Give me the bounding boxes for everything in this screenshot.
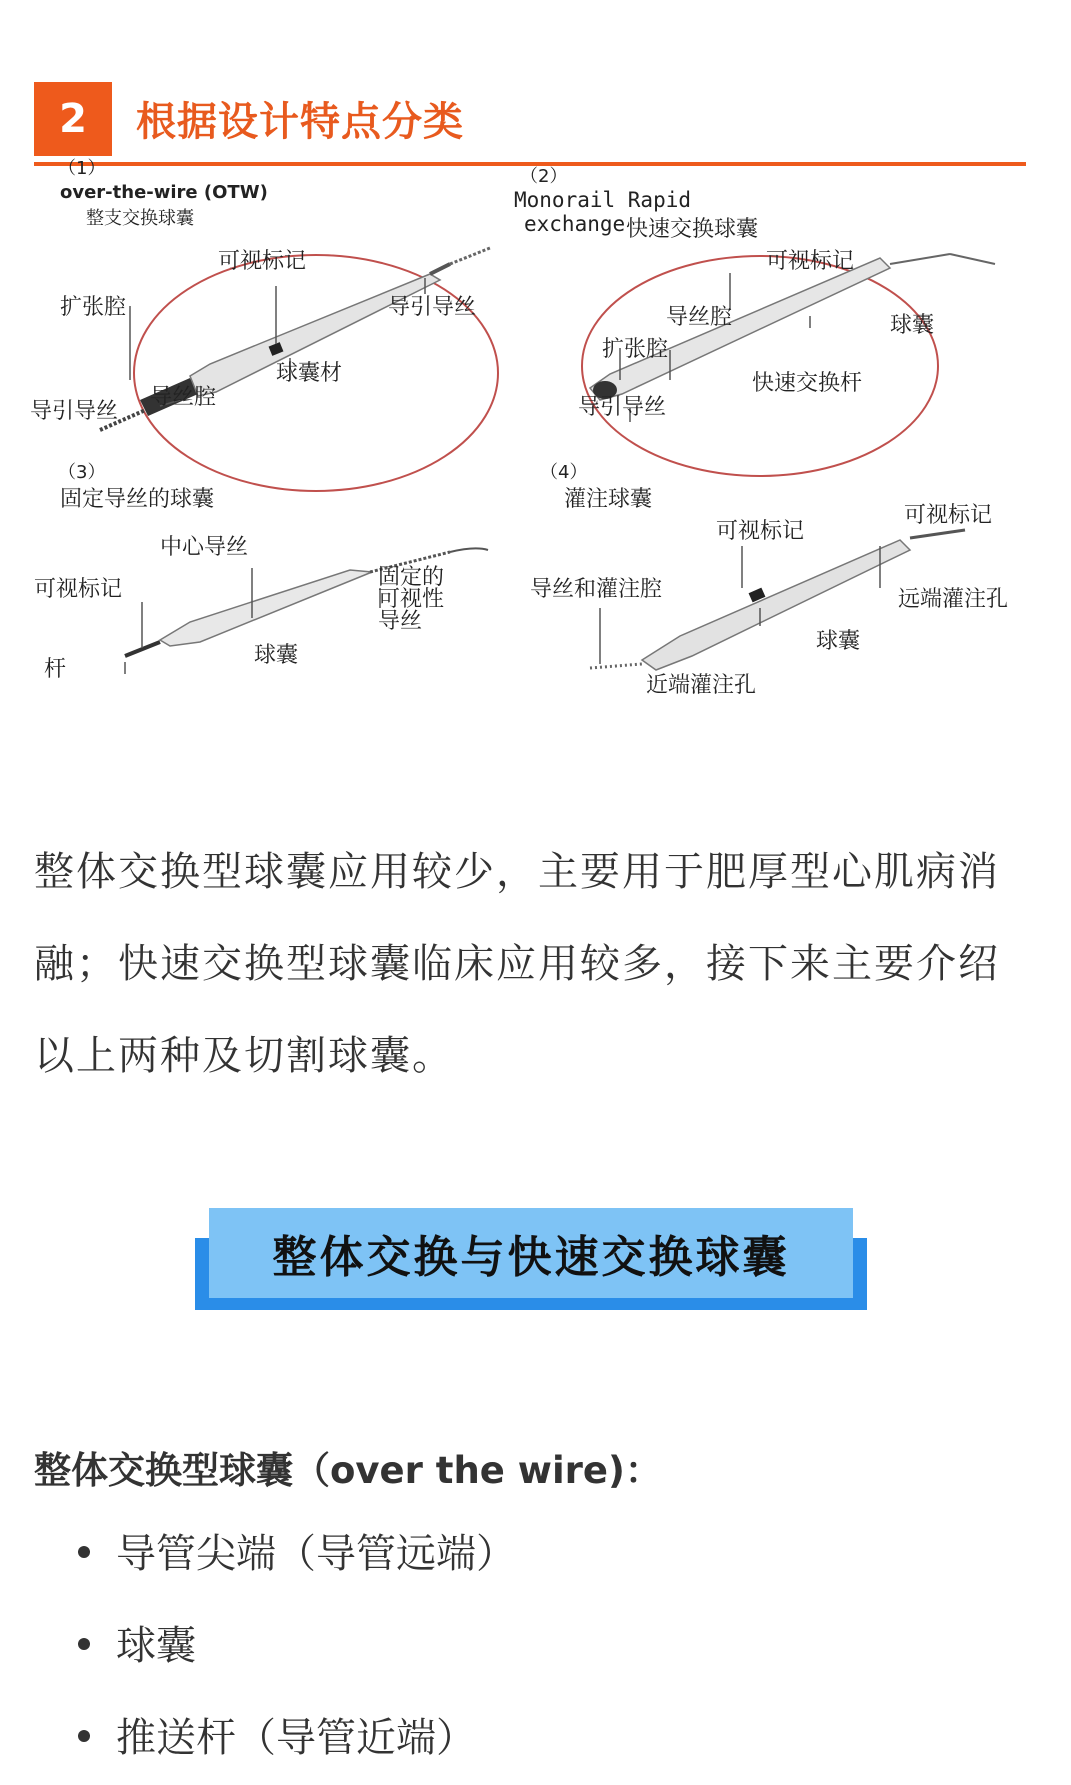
panel2-guidewire-label: 导引导丝 [578,395,667,420]
panel2-name-cn: 快速交换球囊 [626,217,759,242]
panel3-name-cn: 固定导丝的球囊 [60,487,215,512]
section-number: 2 [34,82,112,156]
panel3-core-label: 中心导丝 [160,535,249,560]
section-header [34,78,1026,160]
panel4-balloon-label: 球囊 [816,629,861,654]
panel3-fixed-label-3: 导丝 [378,609,423,634]
panel2-shaft-label: 快速交换杆 [752,371,863,396]
panel2-balloon-label: 球囊 [890,313,935,338]
paragraph-line-1: 整体交换型球囊应用较少，主要用于肥厚型心肌病消 [34,849,1000,895]
panel4-lumen-label: 导丝和灌注腔 [530,577,663,602]
panel1-material-label: 球囊材 [276,361,343,386]
list-item [78,1706,476,1763]
panel4-proximal-label: 近端灌注孔 [646,673,757,698]
panel4-marker-right-label: 可视标记 [904,503,993,528]
panel2-name-en2: exchange [524,212,626,236]
intro-paragraph [34,826,1034,1102]
panel4-distal-label: 远端灌注孔 [898,587,1009,612]
panel2-marker-label: 可视标记 [766,249,855,274]
topic-banner [195,1208,867,1310]
panel4-name-cn: 灌注球囊 [564,487,653,512]
panel3-fixed-label-1: 固定的 [378,565,445,590]
panel3-marker-label: 可视标记 [34,577,123,602]
panel1-lumen-label: 导丝腔 [150,385,217,410]
panel1-marker-label: 可视标记 [218,249,307,274]
panel4-marker-label: 可视标记 [716,519,805,544]
panel1-guidewire-tip-label: 导引导丝 [388,295,477,320]
panel3-balloon-label: 球囊 [254,643,299,668]
bullet-dot-icon [78,1546,90,1558]
otw-subheading: 整体交换型球囊（over the wire)： [34,1449,662,1492]
list-item [78,1614,196,1671]
section-title: 根据设计特点分类 [136,99,464,145]
panel1-number: （1） [58,158,106,179]
panel2-name-en1: Monorail Rapid [514,188,692,212]
list-item-text: 球囊 [116,1623,196,1669]
banner-title: 整体交换与快速交换球囊 [272,1232,790,1283]
panel1-name-cn: 整支交换球囊 [86,208,194,229]
paragraph-line-2: 融；快速交换型球囊临床应用较多，接下来主要介绍 [34,941,1000,987]
panel2-inflation-label: 扩张腔 [602,337,669,362]
panel2-number: （2） [520,166,568,187]
panel3-fixed-label-2: 可视性 [378,587,445,612]
paragraph-line-3: 以上两种及切割球囊。 [34,1033,454,1079]
panel1-inflation-label: 扩张腔 [60,295,127,320]
panel4-number: （4） [540,462,588,483]
banner-panel [209,1208,853,1298]
list-item-text: 导管尖端（导管远端） [116,1531,516,1577]
list-item [78,1522,516,1579]
balloon-classification-diagram [30,158,1030,808]
bullet-dot-icon [78,1730,90,1742]
list-item-text: 推送杆（导管近端） [116,1715,476,1761]
panel1-guidewire-tail-label: 导引导丝 [30,399,119,424]
panel3-number: （3） [58,462,106,483]
panel2-lumen-label: 导丝腔 [666,305,733,330]
panel3-shaft-label: 杆 [44,657,67,682]
bullet-dot-icon [78,1638,90,1650]
panel1-name-en: over-the-wire (OTW) [60,182,268,203]
